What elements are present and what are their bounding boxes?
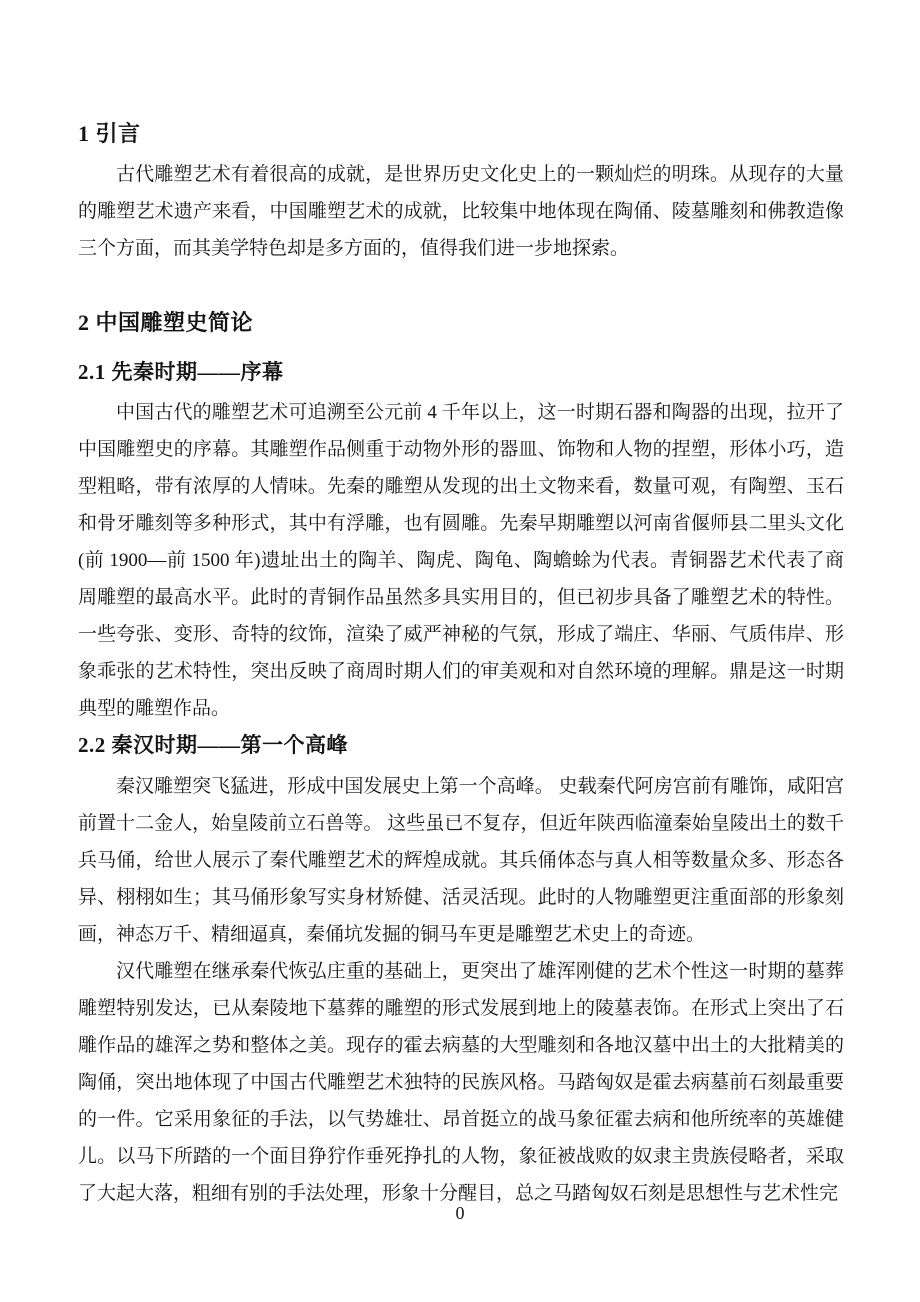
heading-qin-han-period: 2.2 秦汉时期——第一个高峰: [78, 733, 348, 757]
paragraph-pre-qin-period: 中国古代的雕塑艺术可追溯至公元前 4 千年以上，这一时期石器和陶器的出现，拉开了中国雕塑史的序幕。其雕塑作品侧重于动物外形的器皿、饰物和人物的捏塑，形体小巧，造型粗略，带有浓厚的人情味。先秦的雕塑从发现的出土文物来看，数量可观，有陶塑、玉石和骨牙雕刻等多种形式，其中有浮雕，也有圆雕。先秦早期雕塑以河南省偃师县二里头文化(前 1900—前 1500 年)遗址出土的陶羊、陶虎、陶龟、陶蟾蜍为代表。青铜器艺术代表了商周雕塑的最高水平。此时的青铜作品虽然多具实用目的，但已初步具备了雕塑艺术的特性。一些夸张、变形、奇特的纹饰，渲染了威严神秘的气氛，形成了端庄、华丽、气质伟岸、形象乖张的艺术特性，突出反映了商周时期人们的审美观和对自然环境的理解。鼎是这一时期典型的雕塑作品。: [78, 402, 844, 719]
heading-sculpture-history: 2 中国雕塑史简论: [78, 310, 254, 335]
paragraph-han-sculpture: 汉代雕塑在继承秦代恢弘庄重的基础上，更突出了雄浑刚健的艺术个性这一时期的墓葬雕塑特别发达，已从秦陵地下墓葬的雕塑的形式发展到地上的陵墓表饰。在形式上突出了石雕作品的雄浑之势和整体之美。现存的霍去病墓的大型雕刻和各地汉墓中出土的大批精美的陶俑，突出地体现了中国古代雕塑艺术独特的民族风格。马踏匈奴是霍去病墓前石刻最重要的一件。它采用象征的手法，以气势雄壮、昂首挺立的战马象征霍去病和他所统率的英雄健儿。以马下所踏的一个面目狰狞作垂死挣扎的人物，象征被战败的奴隶主贵族侵略者，采取了大起大落，粗细有别的手法处理，形象十分醒目，总之马踏匈奴石刻是思想性与艺术性完: [78, 961, 844, 1204]
page-number: 0: [455, 1203, 465, 1223]
paragraph-introduction: 古代雕塑艺术有着很高的成就，是世界历史文化史上的一颗灿烂的明珠。从现存的大量的雕塑艺术遗产来看，中国雕塑艺术的成就，比较集中地体现在陶俑、陵墓雕刻和佛教造像三个方面，而其美学特色却是多方面的，值得我们进一步地探索。: [78, 164, 844, 259]
paragraph-qin-sculpture: 秦汉雕塑突飞猛进，形成中国发展史上第一个高峰。 史载秦代阿房宫前有雕饰，咸阳宫前置十二金人，始皇陵前立石兽等。 这些虽已不复存，但近年陕西临潼秦始皇陵出土的数千兵马俑，给世人展示了秦代雕塑艺术的辉煌成就。其兵俑体态与真人相等数量众多、形态各异、栩栩如生；其马俑形象写实身材矫健、活灵活现。此时的人物雕塑更注重面部的形象刻画，神态万千、精细逼真，秦俑坑发掘的铜马车更是雕塑艺术史上的奇迹。: [78, 776, 844, 945]
heading-introduction: 1 引言: [78, 121, 141, 146]
heading-pre-qin-period: 2.1 先秦时期——序幕: [78, 360, 284, 384]
